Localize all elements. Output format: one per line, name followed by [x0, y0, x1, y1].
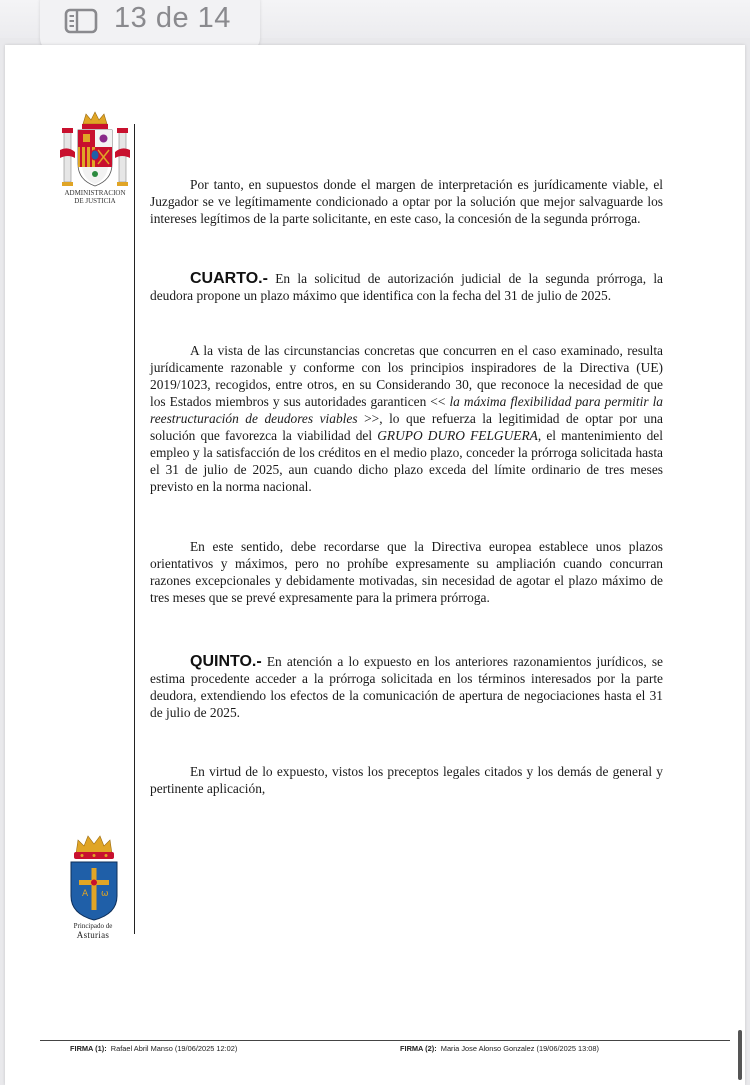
heading-cuarto: CUARTO.- [190, 270, 268, 287]
spain-coat-of-arms-icon [58, 110, 132, 198]
sidebar-toggle-icon[interactable] [64, 8, 98, 34]
asturias-coat-of-arms-icon [66, 830, 122, 922]
signature-2: FIRMA (2): Maria Jose Alonso Gonzalez (19/06/2025 13:08) [400, 1044, 599, 1053]
p3-part-c: , el mantenimiento del empleo y la satisfacción de los créditos en el medio plazo, conceder la prórroga solicitada hasta el 31 de julio de 2025, aun cuando dicho plazo exceda del límite ordinario de tres meses previsto en la norma nacional. [150, 428, 663, 494]
heading-quinto: QUINTO.- [190, 653, 262, 670]
paragraph-4: En este sentido, debe recordarse que la Directiva europea establece unos plazos orientativos y máximos, pero no prohíbe expresamente su ampliación cuando concurran razones excepcionales y debidamente motivadas, sin necesidad de agotar el plazo máximo de tres meses que se prevé expresamente para la primera prórroga. [150, 539, 663, 605]
paragraph-3 [150, 342, 663, 495]
paragraph-quinto [150, 653, 663, 721]
p3-part-b: >>, lo que refuerza la legitimidad de optar por una solución que favorezca la viabilidad del [150, 411, 663, 443]
principado-asturias-label: Principado de Asturias [73, 922, 113, 940]
p3-part-a: A la vista de las circunstancias concretas que concurren en el caso examinado, resulta jurídicamente razonable y conforme con los principios inspiradores de la Directiva (UE) 2019/1023, recogidos, entre otros, en su Considerando 30, que reconoce la necesidad de que los Estados miembros y sus autoridades garanticen << [150, 343, 663, 409]
paragraph-1: Por tanto, en supuestos donde el margen de interpretación es jurídicamente viable, el Juzgador se ve legítimamente condicionado a optar por la solución que mejor salvaguarde los intereses legítimos de la parte solicitante, en este caso, la concesión de la segunda prórroga. [150, 177, 663, 226]
directive-quote: la máxima flexibilidad para permitir la reestructuración de deudores viables [150, 394, 663, 426]
footer-rule [40, 1040, 730, 1041]
paragraph-6: En virtud de lo expuesto, vistos los preceptos legales citados y los demás de general y pertinente aplicación, [150, 764, 663, 796]
signature-1: FIRMA (1): Rafael Abril Manso (19/06/2025 12:02) [70, 1044, 238, 1053]
administracion-justicia-label: ADMINISTRACION DE JUSTICIA [64, 189, 126, 205]
page-number-label: 13 de 14 [114, 2, 231, 34]
cuarto-text: En la solicitud de autorización judicial de la segunda prórroga, la deudora propone un plazo máximo que identifica con la fecha del 31 de julio de 2025. [150, 271, 663, 303]
vertical-scrollbar[interactable] [738, 1030, 742, 1080]
quinto-text: En atención a lo expuesto en los anteriores razonamientos jurídicos, se estima procedente acceder a la prórroga solicitada en los términos interesados por la parte deudora, extendiendo los efectos de la comunicación de apertura de negociaciones hasta el 31 de julio de 2025. [150, 654, 663, 720]
svg-text:ω: ω [101, 889, 109, 899]
viewer-toolbar [0, 0, 750, 38]
svg-text:A: A [82, 889, 89, 899]
paragraph-cuarto [150, 270, 663, 304]
margin-rule [134, 124, 135, 934]
company-name: GRUPO DURO FELGUERA [377, 428, 538, 443]
